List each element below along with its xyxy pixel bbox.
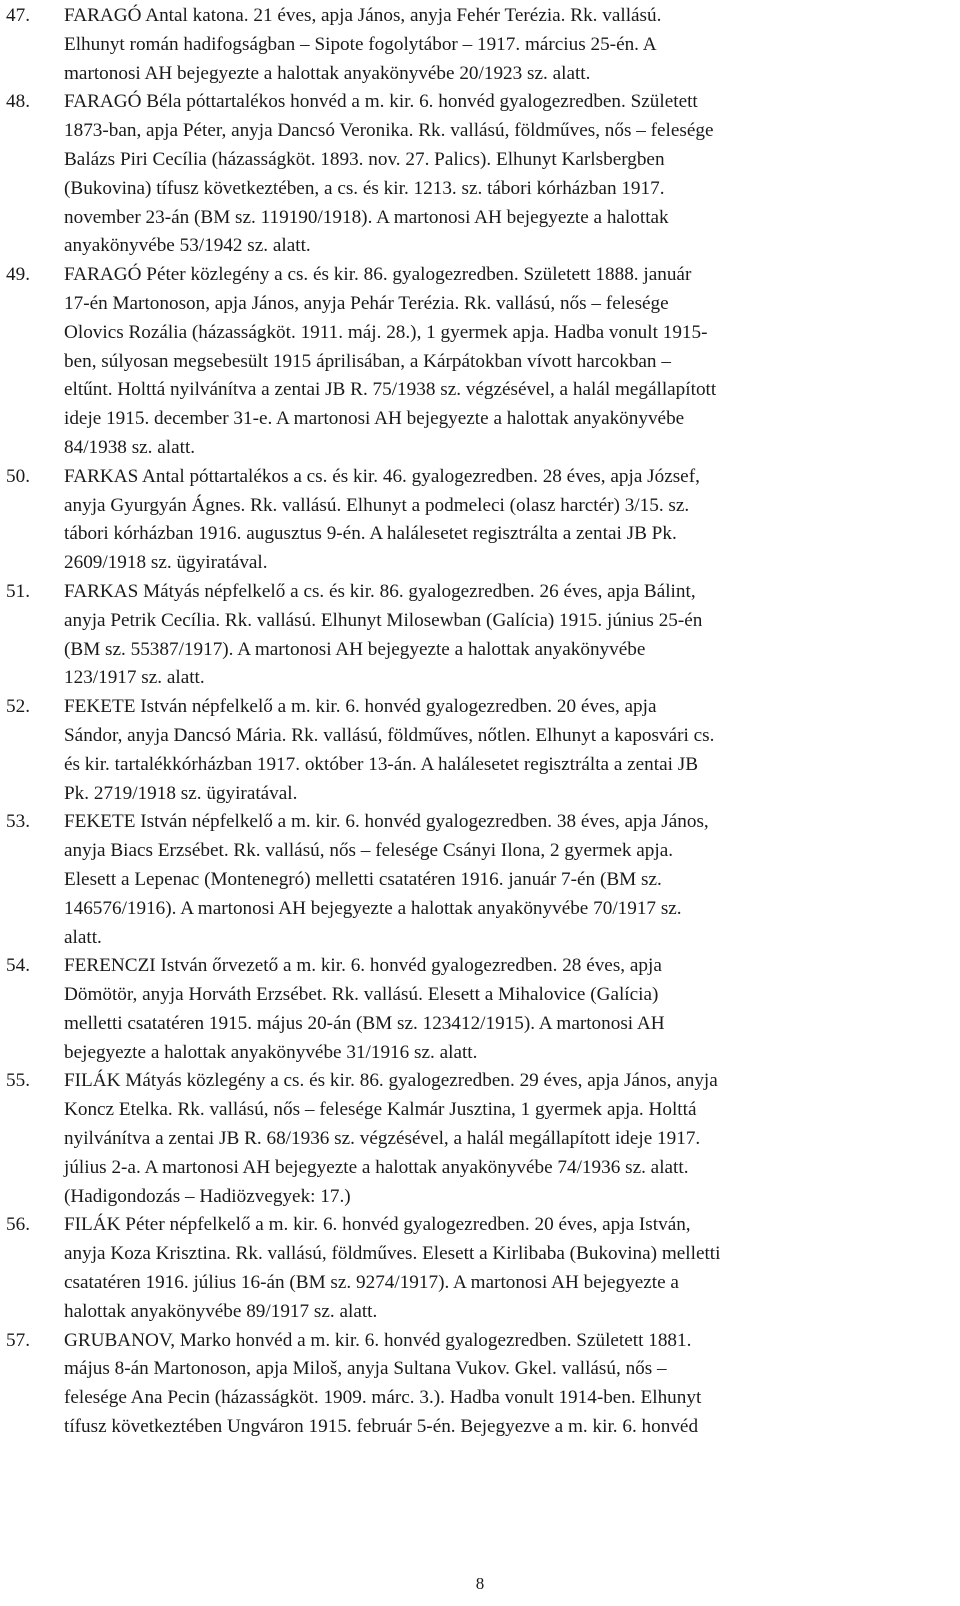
entry-text-line: eltűnt. Holttá nyilvánítva a zentai JB R. 75/1938 sz. végzésével, a halál megállapított bbox=[64, 379, 717, 401]
entry-number: 56. bbox=[6, 1214, 30, 1236]
entry-text-line: anyja Gyurgyán Ágnes. Rk. vallású. Elhunyt a podmeleci (olasz harctér) 3/15. sz. bbox=[64, 494, 690, 516]
entry-text-line: Olovics Rozália (házasságköt. 1911. máj. 28.), 1 gyermek apja. Hadba vonult 1915- bbox=[64, 321, 708, 343]
entry-text-line: Sándor, anyja Dancsó Mária. Rk. vallású, földműves, nőtlen. Elhunyt a kaposvári cs. bbox=[64, 724, 715, 746]
entry-text-line: és kir. tartalékkórházban 1917. október 13-án. A halálesetet regisztrálta a zentai JB bbox=[64, 753, 699, 775]
entry-text bbox=[64, 463, 952, 578]
entry-text-line: (BM sz. 55387/1917). A martonosi AH bejegyezte a halottak anyakönyvébe bbox=[64, 638, 646, 660]
entry-text-line: alatt. bbox=[64, 926, 102, 948]
list-item bbox=[6, 578, 952, 693]
entry-text bbox=[64, 1211, 952, 1326]
entry-text-line: ben, súlyosan megsebesült 1915 áprilisában, a Kárpátokban vívott harcokban – bbox=[64, 350, 671, 372]
entry-number: 49. bbox=[6, 264, 30, 286]
entry-text-line: anyakönyvébe 53/1942 sz. alatt. bbox=[64, 235, 311, 257]
entry-text-line: (Bukovina) tífusz következtében, a cs. és kir. 1213. sz. tábori kórházban 1917. bbox=[64, 177, 665, 199]
entry-text-line: anyja Petrik Cecília. Rk. vallású. Elhunyt Milosewban (Galícia) 1915. június 25-én bbox=[64, 609, 703, 631]
entry-text-line: nyilvánítva a zentai JB R. 68/1936 sz. végzésével, a halál megállapított ideje 1917. bbox=[64, 1128, 701, 1150]
entry-text-line: FARAGÓ Antal katona. 21 éves, apja János, anyja Fehér Terézia. Rk. vallású. bbox=[64, 5, 662, 26]
list-item bbox=[6, 88, 952, 261]
entry-text-line: 146576/1916). A martonosi AH bejegyezte a halottak anyakönyvébe 70/1917 sz. bbox=[64, 897, 682, 919]
entry-text-line: FERENCZI István őrvezető a m. kir. 6. honvéd gyalogezredben. 28 éves, apja bbox=[64, 955, 662, 977]
entry-text-line: FEKETE István népfelkelő a m. kir. 6. honvéd gyalogezredben. 38 éves, apja János, bbox=[64, 811, 709, 833]
list-item bbox=[6, 2, 952, 88]
entry-list bbox=[6, 2, 952, 1442]
entry-text-line: Dömötör, anyja Horváth Erzsébet. Rk. vallású. Elesett a Mihalovice (Galícia) bbox=[64, 984, 659, 1006]
entry-number: 48. bbox=[6, 91, 30, 113]
entry-text-line: anyja Koza Krisztina. Rk. vallású, földműves. Elesett a Kirlibaba (Bukovina) melletti bbox=[64, 1243, 721, 1265]
entry-text-line: csatatéren 1916. július 16-án (BM sz. 9274/1917). A martonosi AH bejegyezte a bbox=[64, 1272, 679, 1294]
entry-text bbox=[64, 1327, 952, 1442]
entry-text-line: FILÁK Mátyás közlegény a cs. és kir. 86. gyalogezredben. 29 éves, apja János, anyja bbox=[64, 1070, 718, 1092]
list-item bbox=[6, 1211, 952, 1326]
entry-text bbox=[64, 261, 952, 463]
entry-text-line: (Hadigondozás – Hadiözvegyek: 17.) bbox=[64, 1185, 351, 1207]
entry-text-line: ideje 1915. december 31-e. A martonosi AH bejegyezte a halottak anyakönyvébe bbox=[64, 408, 685, 430]
entry-number: 54. bbox=[6, 955, 30, 977]
entry-text-line: május 8-án Martonoson, apja Miloš, anyja Sultana Vukov. Gkel. vallású, nős – bbox=[64, 1358, 667, 1380]
list-item bbox=[6, 952, 952, 1067]
entry-text bbox=[64, 1067, 952, 1211]
entry-number: 55. bbox=[6, 1070, 30, 1092]
entry-text-line: július 2-a. A martonosi AH bejegyezte a halottak anyakönyvébe 74/1936 sz. alatt. bbox=[64, 1156, 689, 1178]
entry-text-line: Pk. 2719/1918 sz. ügyiratával. bbox=[64, 782, 298, 804]
entry-text-line: tábori kórházban 1916. augusztus 9-én. A halálesetet regisztrálta a zentai JB Pk. bbox=[64, 523, 677, 545]
entry-text-line: 84/1938 sz. alatt. bbox=[64, 436, 196, 458]
entry-number: 51. bbox=[6, 580, 30, 602]
entry-text bbox=[64, 2, 952, 88]
entry-text-line: november 23-án (BM sz. 119190/1918). A martonosi AH bejegyezte a halottak bbox=[64, 206, 669, 228]
entry-text-line: FARKAS Mátyás népfelkelő a cs. és kir. 86. gyalogezredben. 26 éves, apja Bálint, bbox=[64, 580, 696, 602]
list-item bbox=[6, 693, 952, 808]
page-number: 8 bbox=[475, 1574, 485, 1593]
entry-text-line: Koncz Etelka. Rk. vallású, nős – felesége Kalmár Jusztina, 1 gyermek apja. Holttá bbox=[64, 1099, 697, 1121]
entry-text-line: GRUBANOV, Marko honvéd a m. kir. 6. honvéd gyalogezredben. Született 1881. bbox=[64, 1329, 692, 1351]
list-item bbox=[6, 808, 952, 952]
list-item bbox=[6, 1067, 952, 1211]
entry-text-line: Balázs Piri Cecília (házasságköt. 1893. nov. 27. Palics). Elhunyt Karlsbergben bbox=[64, 148, 665, 170]
entry-text-line: 2609/1918 sz. ügyiratával. bbox=[64, 552, 268, 574]
entry-text bbox=[64, 808, 952, 952]
entry-text-line: bejegyezte a halottak anyakönyvébe 31/1916 sz. alatt. bbox=[64, 1041, 478, 1063]
entry-number: 53. bbox=[6, 811, 30, 833]
entry-text-line: tífusz következtében Ungváron 1915. február 5-én. Bejegyezve a m. kir. 6. honvéd bbox=[64, 1416, 699, 1438]
entry-number: 50. bbox=[6, 465, 30, 487]
entry-text-line: 123/1917 sz. alatt. bbox=[64, 667, 205, 689]
list-item bbox=[6, 261, 952, 463]
entry-text bbox=[64, 578, 952, 693]
entry-text-line: FARAGÓ Péter közlegény a cs. és kir. 86. gyalogezredben. Született 1888. január bbox=[64, 264, 692, 286]
entry-text-line: Elesett a Lepenac (Montenegró) melletti csatatéren 1916. január 7-én (BM sz. bbox=[64, 868, 662, 890]
entry-text-line: FEKETE István népfelkelő a m. kir. 6. honvéd gyalogezredben. 20 éves, apja bbox=[64, 696, 657, 718]
entry-text-line: Elhunyt román hadifogságban – Sipote fogolytábor – 1917. március 25-én. A bbox=[64, 33, 657, 55]
entry-text-line: melletti csatatéren 1915. május 20-án (BM sz. 123412/1915). A martonosi AH bbox=[64, 1012, 665, 1034]
list-item bbox=[6, 1327, 952, 1442]
entry-text bbox=[64, 693, 952, 808]
list-item bbox=[6, 463, 952, 578]
entry-text-line: halottak anyakönyvébe 89/1917 sz. alatt. bbox=[64, 1300, 378, 1322]
entry-number: 47. bbox=[6, 5, 30, 26]
entry-text bbox=[64, 88, 952, 261]
entry-text-line: FARKAS Antal póttartalékos a cs. és kir. 46. gyalogezredben. 28 éves, apja József, bbox=[64, 465, 700, 487]
entry-text-line: martonosi AH bejegyezte a halottak anyakönyvébe 20/1923 sz. alatt. bbox=[64, 62, 591, 84]
entry-text-line: 1873-ban, apja Péter, anyja Dancsó Veronika. Rk. vallású, földműves, nős – felesége bbox=[64, 120, 714, 142]
entry-text-line: FARAGÓ Béla póttartalékos honvéd a m. kir. 6. honvéd gyalogezredben. Született bbox=[64, 91, 698, 113]
entry-text-line: FILÁK Péter népfelkelő a m. kir. 6. honvéd gyalogezredben. 20 éves, apja István, bbox=[64, 1214, 691, 1236]
entry-number: 52. bbox=[6, 696, 30, 718]
entry-text-line: anyja Biacs Erzsébet. Rk. vallású, nős – felesége Csányi Ilona, 2 gyermek apja. bbox=[64, 840, 674, 862]
entry-text-line: 17-én Martonoson, apja János, anyja Pehár Terézia. Rk. vallású, nős – felesége bbox=[64, 292, 669, 314]
entry-number: 57. bbox=[6, 1329, 30, 1351]
entry-text-line: felesége Ana Pecin (házasságköt. 1909. márc. 3.). Hadba vonult 1914-ben. Elhunyt bbox=[64, 1387, 702, 1409]
entry-text bbox=[64, 952, 952, 1067]
